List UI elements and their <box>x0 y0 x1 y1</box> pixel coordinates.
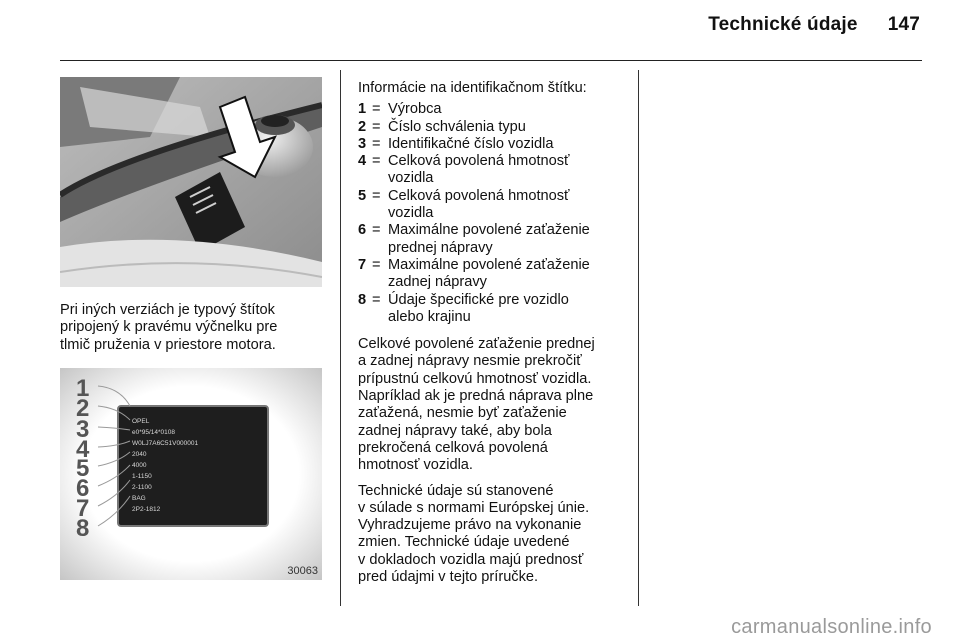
paragraph-line: v dokladoch vozidla majú prednosť <box>358 551 584 568</box>
legend-text <box>388 153 628 188</box>
legend-number: 5 <box>358 187 367 204</box>
legend-number: 4 <box>358 153 367 170</box>
legend-number: 2 <box>358 118 367 135</box>
legend-equals: = <box>372 256 381 273</box>
paragraph-line: pred údajmi v tejto príručke. <box>358 569 539 586</box>
legend-item <box>358 136 628 153</box>
paragraph-line: v súlade s normami Európskej únie. <box>358 499 590 516</box>
legend-line: vozidla <box>388 170 434 187</box>
watermark: carmanualsonline.info <box>731 616 932 638</box>
legend-line: Celková povolená hmotnosť <box>388 187 570 204</box>
paragraph-line: zmien. Technické údaje uvedené <box>358 534 570 551</box>
legend-line: Identifikačné číslo vozidla <box>388 135 554 152</box>
standards-paragraph <box>358 483 628 587</box>
legend-line: prednej nápravy <box>388 239 493 256</box>
legend-item <box>358 101 628 118</box>
callout-number: 2 <box>76 395 90 422</box>
load-paragraph <box>358 336 628 474</box>
legend-text <box>388 292 628 327</box>
caption-line: pripojený k pravému výčnelku pre <box>60 319 278 336</box>
figure-number: 30063 <box>287 565 318 577</box>
legend-line: Údaje špecifické pre vozidlo <box>388 291 569 308</box>
callout-number: 7 <box>76 495 90 522</box>
legend-number: 6 <box>358 222 367 239</box>
id-plate-illustration <box>60 368 322 580</box>
legend-equals: = <box>372 153 381 170</box>
legend-equals: = <box>372 101 381 118</box>
legend-equals: = <box>372 135 381 152</box>
paragraph-line: Napríklad ak je predná náprava plne <box>358 388 594 405</box>
intro-text: Informácie na identifikačnom štítku: <box>358 80 587 96</box>
paragraph-line: a zadnej nápravy nesmie prekročiť <box>358 353 582 370</box>
legend-line: vozidla <box>388 205 434 222</box>
caption-line: tlmič pruženia v priestore motora. <box>60 336 276 353</box>
plate-text-line: 2-1100 <box>132 484 152 491</box>
legend-line: zadnej nápravy <box>388 274 487 291</box>
column-divider-right <box>638 70 639 606</box>
plate-text-line: 2040 <box>132 451 147 458</box>
legend-text <box>388 257 628 292</box>
legend-text <box>388 222 628 257</box>
legend-text <box>388 136 628 153</box>
plate-text-line: OPEL <box>132 418 150 425</box>
legend-item <box>358 119 628 136</box>
legend-line: Maximálne povolené zaťaženie <box>388 256 590 273</box>
info-column <box>358 80 628 586</box>
paragraph-line: zaťažená, nesmie byť zaťaženie <box>358 405 567 422</box>
legend-number: 7 <box>358 256 367 273</box>
plate-text-line: BAG <box>132 495 146 502</box>
legend-line: Číslo schválenia typu <box>388 118 526 135</box>
callout-number: 8 <box>76 515 90 542</box>
legend-item <box>358 188 628 223</box>
callout-number: 1 <box>76 375 90 402</box>
plate-text-line: e0*95/14*0108 <box>132 429 176 436</box>
callout-number: 3 <box>76 416 90 443</box>
paragraph-line: zadnej nápravy také, aby bola <box>358 422 552 439</box>
legend-number: 1 <box>358 101 367 118</box>
header-rule <box>60 60 922 61</box>
legend-item <box>358 292 628 327</box>
callout-number: 4 <box>76 436 90 463</box>
legend-line: Maximálne povolené zaťaženie <box>388 222 590 239</box>
page-header <box>708 14 920 36</box>
paragraph-line: Vyhradzujeme právo na vykonanie <box>358 517 582 534</box>
legend-item <box>358 222 628 257</box>
legend-text <box>388 188 628 223</box>
legend-equals: = <box>372 118 381 135</box>
legend-list <box>358 101 628 326</box>
legend-text <box>388 101 628 118</box>
id-plate-photo <box>60 368 322 580</box>
paragraph-line: prekročená celková povolená <box>358 439 548 456</box>
page-number: 147 <box>887 14 920 35</box>
page-title: Technické údaje <box>708 14 858 35</box>
plate-text-line: 1-1150 <box>132 473 152 480</box>
paragraph-line: Technické údaje sú stanovené <box>358 482 554 499</box>
legend-item <box>358 257 628 292</box>
paragraph-line: Celkové povolené zaťaženie prednej <box>358 336 595 353</box>
plate-text-line: 4000 <box>132 462 147 469</box>
legend-number: 8 <box>358 291 367 308</box>
caption-line: Pri iných verziách je typový štítok <box>60 302 275 318</box>
plate-text-line: 2P2-1812 <box>132 506 161 513</box>
legend-item <box>358 153 628 188</box>
legend-equals: = <box>372 187 381 204</box>
legend-line: alebo krajinu <box>388 308 471 325</box>
callout-number: 6 <box>76 475 90 502</box>
paragraph-line: hmotnosť vozidla. <box>358 457 473 474</box>
legend-number: 3 <box>358 135 367 152</box>
engine-bay-illustration <box>60 77 322 287</box>
column-divider-left <box>340 70 341 606</box>
legend-line: Výrobca <box>388 101 442 118</box>
legend-equals: = <box>372 222 381 239</box>
photo-caption <box>60 302 330 354</box>
callout-number: 5 <box>76 455 90 482</box>
legend-line: Celková povolená hmotnosť <box>388 153 570 170</box>
plate-text-line: W0LJ7A6C51V000001 <box>132 440 199 447</box>
legend-text <box>388 119 628 136</box>
paragraph-line: prípustnú celkovú hmotnosť vozidla. <box>358 370 592 387</box>
legend-equals: = <box>372 291 381 308</box>
engine-bay-photo <box>60 77 322 287</box>
